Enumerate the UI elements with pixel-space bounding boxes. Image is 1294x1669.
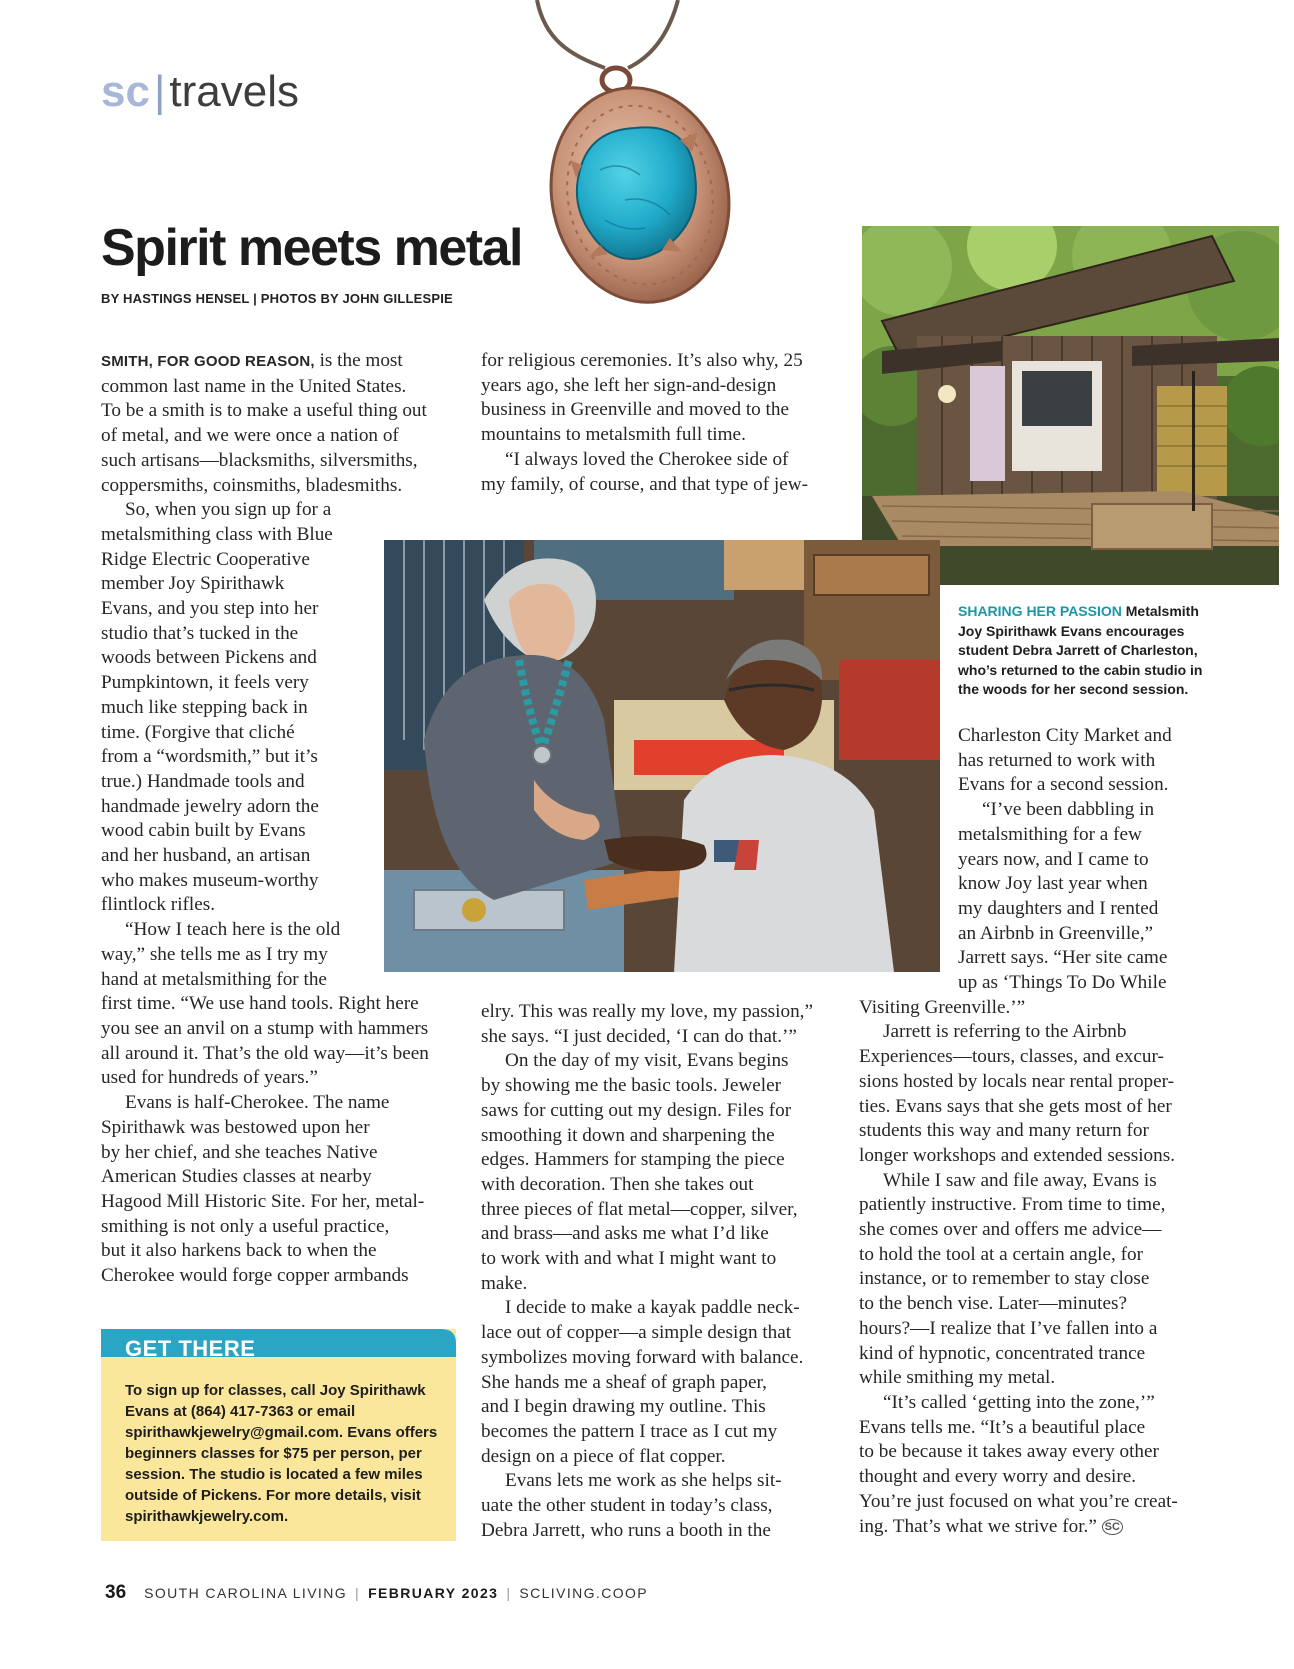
caption-line: who’s returned to the cabin studio in xyxy=(958,661,1203,678)
info-line: Evans at (864) 417-7363 or email xyxy=(125,1403,356,1420)
text-line: “How I teach here is the old xyxy=(125,919,341,941)
article-column-1 xyxy=(101,349,429,1289)
info-line: spirithawkjewelry.com. xyxy=(125,1508,289,1525)
byline: BY HASTINGS HENSEL | PHOTOS BY JOHN GILLESPIE xyxy=(101,291,453,306)
text-line: Evans lets me work as she helps sit- xyxy=(505,1470,782,1492)
photo-caption xyxy=(958,602,1203,700)
text-line: and brass—and asks me what I’d like xyxy=(481,1223,769,1245)
text-line: becomes the pattern I trace as I cut my xyxy=(481,1420,778,1442)
text-line: of metal, and we were once a nation of xyxy=(101,425,399,447)
text-line: with decoration. Then she takes out xyxy=(481,1173,754,1195)
text-line: three pieces of flat metal—copper, silver, xyxy=(481,1198,798,1220)
text-line: symbolizes moving forward with balance. xyxy=(481,1346,804,1368)
text-line: up as ‘Things To Do While xyxy=(958,972,1167,994)
text-line: edges. Hammers for stamping the piece xyxy=(481,1149,785,1171)
text-line: wood cabin built by Evans xyxy=(101,820,306,842)
magazine-name: SOUTH CAROLINA LIVING xyxy=(144,1585,348,1601)
text-line: She hands me a sheaf of graph paper, xyxy=(481,1371,767,1393)
caption-line: the woods for her second session. xyxy=(958,681,1189,697)
info-line: session. The studio is located a few miles xyxy=(125,1466,423,1483)
get-there-text xyxy=(125,1380,445,1527)
text-line: way,” she tells me as I try my xyxy=(101,943,328,965)
footer-divider: | xyxy=(355,1585,361,1601)
info-line: To sign up for classes, call Joy Spirithawk xyxy=(125,1382,426,1399)
text-line: Debra Jarrett, who runs a booth in the xyxy=(481,1519,771,1541)
footer-divider: | xyxy=(506,1585,512,1601)
lead-in: SMITH, FOR GOOD REASON, xyxy=(101,353,315,370)
text-line: coppersmiths, coinsmiths, bladesmiths. xyxy=(101,474,403,496)
text-line: flintlock rifles. xyxy=(101,894,216,916)
text-line: “I always loved the Cherokee side of xyxy=(505,448,789,470)
text-line: I decide to make a kayak paddle neck- xyxy=(505,1297,800,1319)
text-line-end: ing. That’s what we strive for.” xyxy=(859,1515,1097,1537)
text-line: to the bench vise. Later—minutes? xyxy=(859,1293,1128,1315)
text-line: years ago, she left her sign-and-design xyxy=(481,374,777,396)
text-line: uate the other student in today’s class, xyxy=(481,1495,773,1517)
section-tag xyxy=(101,62,299,122)
get-there-title: GET THERE xyxy=(125,1336,256,1361)
text-line: sions hosted by locals near rental proper- xyxy=(859,1070,1175,1092)
text-line: On the day of my visit, Evans begins xyxy=(505,1050,789,1072)
text-line: and I begin drawing my outline. This xyxy=(481,1396,766,1418)
text-line: metalsmithing for a few xyxy=(958,823,1142,845)
text-line: Jarrett is referring to the Airbnb xyxy=(883,1021,1127,1043)
text-line: “It’s called ‘getting into the zone,’” xyxy=(883,1391,1155,1413)
cabin-photo xyxy=(862,226,1279,585)
text-line: who makes museum-worthy xyxy=(101,869,319,891)
text-line: business in Greenville and moved to the xyxy=(481,399,790,421)
text-line: Hagood Mill Historic Site. For her, metal- xyxy=(101,1190,425,1212)
text-line: woods between Pickens and xyxy=(101,647,317,669)
text-line: but it also harkens back to when the xyxy=(101,1240,377,1262)
text-line: to be because it takes away every other xyxy=(859,1441,1159,1463)
pendant-photo xyxy=(530,0,770,320)
headline: Spirit meets metal xyxy=(101,219,522,277)
text-line: You’re just focused on what you’re creat- xyxy=(859,1490,1178,1512)
text-line: patiently instructive. From time to time, xyxy=(859,1194,1166,1216)
text-line: such artisans—blacksmiths, silversmiths, xyxy=(101,449,418,471)
text-line: Jarrett says. “Her site came xyxy=(958,947,1168,969)
end-mark-icon: SC xyxy=(1102,1519,1123,1535)
text-line: To be a smith is to make a useful thing out xyxy=(101,400,427,422)
text-line: Experiences—tours, classes, and excur- xyxy=(859,1046,1164,1068)
page-number: 36 xyxy=(105,1582,127,1603)
text-line: she says. “I just decided, ‘I can do that.’” xyxy=(481,1025,797,1047)
text-line: by showing me the basic tools. Jeweler xyxy=(481,1075,782,1097)
text-line: American Studies classes at nearby xyxy=(101,1166,372,1188)
text-line: saws for cutting out my design. Files for xyxy=(481,1099,792,1121)
text-line: by her chief, and she teaches Native xyxy=(101,1141,378,1163)
info-line: outside of Pickens. For more details, visit xyxy=(125,1487,421,1504)
text-line: ties. Evans says that she gets most of her xyxy=(859,1095,1172,1117)
text-line: metalsmithing class with Blue xyxy=(101,523,333,545)
text-line: studio that’s tucked in the xyxy=(101,622,299,644)
text-line: know Joy last year when xyxy=(958,873,1148,895)
text-line: lace out of copper—a simple design that xyxy=(481,1322,792,1344)
article-column-2-bottom xyxy=(481,1000,813,1543)
text-line: instance, or to remember to stay close xyxy=(859,1268,1150,1290)
caption-lead: SHARING HER PASSION xyxy=(958,603,1122,619)
website: SCLIVING.COOP xyxy=(519,1585,649,1601)
text-line: true.) Handmade tools and xyxy=(101,770,305,792)
workshop-photo xyxy=(384,540,940,972)
article-column-2-top xyxy=(481,349,808,497)
text-line: elry. This was really my love, my passion,” xyxy=(481,1001,813,1022)
text-line: to hold the tool at a certain angle, for xyxy=(859,1243,1143,1265)
text-line: time. (Forgive that cliché xyxy=(101,721,295,743)
text-line: first time. “We use hand tools. Right here xyxy=(101,993,419,1015)
issue-date: FEBRUARY 2023 xyxy=(368,1585,499,1601)
text-line: from a “wordsmith,” but it’s xyxy=(101,746,318,768)
text-line: longer workshops and extended sessions. xyxy=(859,1144,1176,1166)
caption-line-text: Metalsmith xyxy=(1121,603,1199,619)
text-line: she comes over and offers me advice— xyxy=(859,1219,1162,1241)
text-line: Charleston City Market and xyxy=(958,725,1172,746)
text-line: while smithing my metal. xyxy=(859,1367,1056,1389)
text-line: make. xyxy=(481,1272,528,1294)
text-line: Cherokee would forge copper armbands xyxy=(101,1265,409,1287)
article-column-3 xyxy=(859,724,1178,1539)
caption-line: student Debra Jarrett of Charleston, xyxy=(958,642,1198,658)
section-divider: | xyxy=(153,67,166,116)
text-line: and her husband, an artisan xyxy=(101,845,311,867)
text-line: Evans is half-Cherokee. The name xyxy=(125,1092,390,1114)
text-line: students this way and many return for xyxy=(859,1120,1149,1142)
text-line: While I saw and file away, Evans is xyxy=(883,1169,1157,1191)
text-line: Evans tells me. “It’s a beautiful place xyxy=(859,1416,1146,1438)
section-name: travels xyxy=(169,67,299,116)
text-line: years now, and I came to xyxy=(958,848,1149,870)
page-footer xyxy=(105,1582,648,1604)
text-line: Evans, and you step into her xyxy=(101,598,319,620)
text-line: has returned to work with xyxy=(958,749,1156,771)
text-line: handmade jewelry adorn the xyxy=(101,795,319,817)
text-line: Visiting Greenville.’” xyxy=(859,996,1026,1018)
text-line: is the most xyxy=(314,350,403,371)
info-line: beginners classes for $75 per person, per xyxy=(125,1445,422,1462)
text-line: for religious ceremonies. It’s also why, 25 xyxy=(481,350,803,371)
caption-line xyxy=(958,602,1203,622)
text-line: smoothing it down and sharpening the xyxy=(481,1124,775,1146)
text-line: member Joy Spirithawk xyxy=(101,573,285,595)
text-line xyxy=(859,1515,1178,1540)
text-line: mountains to metalsmith full time. xyxy=(481,424,746,446)
text-line: common last name in the United States. xyxy=(101,375,407,397)
caption-line: Joy Spirithawk Evans encourages xyxy=(958,622,1185,639)
text-line: kind of hypnotic, concentrated trance xyxy=(859,1342,1146,1364)
text-line: Ridge Electric Cooperative xyxy=(101,548,310,570)
text-line: my daughters and I rented xyxy=(958,897,1159,919)
text-line: much like stepping back in xyxy=(101,696,308,718)
section-prefix: sc xyxy=(101,67,150,116)
info-line: spirithawkjewelry@gmail.com. Evans offers xyxy=(125,1424,438,1441)
text-line: all around it. That’s the old way—it’s been xyxy=(101,1042,429,1064)
text-line: an Airbnb in Greenville,” xyxy=(958,922,1154,944)
text-line: So, when you sign up for a xyxy=(125,499,332,521)
text-line: used for hundreds of years.” xyxy=(101,1067,318,1089)
text-line: thought and every worry and desire. xyxy=(859,1466,1137,1488)
text-line: Evans for a second session. xyxy=(958,774,1169,796)
text-line: hours?—I realize that I’ve fallen into a xyxy=(859,1317,1158,1339)
text-line: design on a piece of flat copper. xyxy=(481,1445,726,1467)
text-line: hand at metalsmithing for the xyxy=(101,968,327,990)
text-line: my family, of course, and that type of jew- xyxy=(481,473,808,495)
text-line: to work with and what I might want to xyxy=(481,1248,777,1270)
text-line: “I’ve been dabbling in xyxy=(982,799,1155,821)
text-line: smithing is not only a useful practice, xyxy=(101,1215,390,1237)
text-line xyxy=(101,349,429,375)
text-line: Pumpkintown, it feels very xyxy=(101,672,309,694)
text-line: Spirithawk was bestowed upon her xyxy=(101,1116,370,1138)
text-line: you see an anvil on a stump with hammers xyxy=(101,1017,429,1039)
